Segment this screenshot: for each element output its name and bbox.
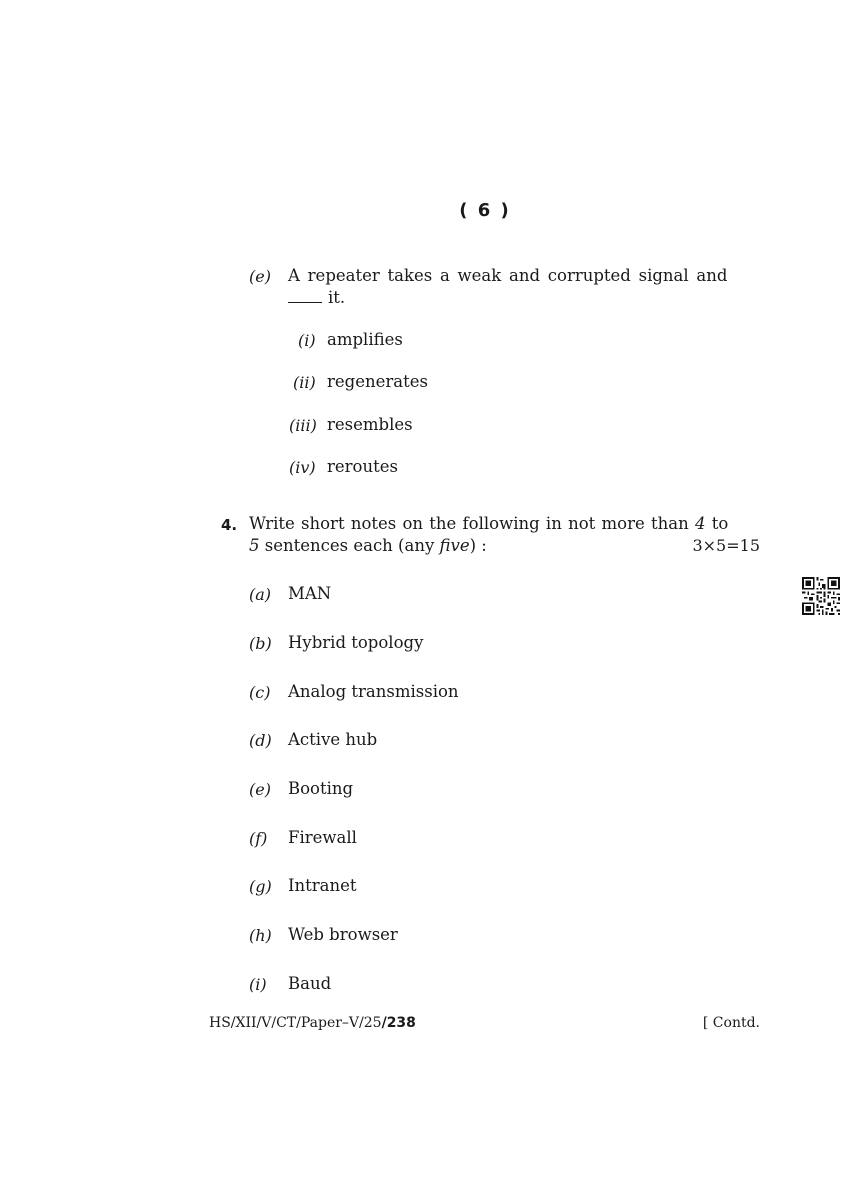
q3e-stem-line2 <box>288 288 345 307</box>
page-number: ( 6 ) <box>459 200 511 221</box>
option-label: (i) <box>298 331 316 350</box>
item-label: (h) <box>249 926 272 945</box>
qr-code-icon <box>802 577 840 615</box>
paper-code <box>209 1015 416 1031</box>
q4-stem-emph: 5 <box>249 536 260 555</box>
option-text: reroutes <box>327 457 398 476</box>
paper-code-number: /238 <box>381 1015 416 1031</box>
item-text: Analog transmission <box>288 682 459 701</box>
item-label: (a) <box>249 585 272 604</box>
item-text: Web browser <box>288 925 398 944</box>
option-label: (iii) <box>289 416 317 435</box>
item-text: MAN <box>288 584 332 603</box>
item-label: (c) <box>249 683 271 702</box>
item-label: (i) <box>249 975 267 994</box>
q3e-label: (e) <box>249 267 271 286</box>
q4-stem-emph: five <box>439 536 470 555</box>
item-label: (b) <box>249 634 272 653</box>
q4-stem-line1 <box>249 514 728 533</box>
q4-stem-text: ) : <box>469 536 487 555</box>
q4-stem-line2 <box>249 536 487 555</box>
item-text: Firewall <box>288 828 357 847</box>
item-text: Booting <box>288 779 354 798</box>
option-label: (iv) <box>289 458 316 477</box>
q4-stem-text: sentences each (any <box>259 536 440 555</box>
q4-stem-text: to <box>705 514 729 533</box>
item-label: (g) <box>249 877 272 896</box>
q4-stem-emph: 4 <box>694 514 706 533</box>
q4-number: 4. <box>221 516 238 534</box>
option-text: regenerates <box>327 372 428 391</box>
contd-note: [ Contd. <box>702 1015 760 1031</box>
q3e-stem-line1: A repeater takes a weak and corrupted signal and <box>288 266 728 285</box>
item-text: Intranet <box>288 876 357 895</box>
item-label: (e) <box>249 780 271 799</box>
paper-code-text: HS/XII/V/CT/Paper–V/25 <box>209 1015 382 1031</box>
answer-blank <box>288 291 322 303</box>
item-label: (d) <box>249 731 272 750</box>
item-text: Hybrid topology <box>288 633 424 652</box>
option-text: amplifies <box>327 330 403 349</box>
q3e-stem-tail: it. <box>328 288 346 307</box>
option-text: resembles <box>327 415 413 434</box>
q4-stem-text: Write short notes on the following in not more than <box>249 514 695 533</box>
q4-marks: 3×5=15 <box>692 536 760 555</box>
item-label: (f) <box>249 829 268 848</box>
item-text: Baud <box>288 974 332 993</box>
option-label: (ii) <box>293 373 316 392</box>
item-text: Active hub <box>288 730 378 749</box>
